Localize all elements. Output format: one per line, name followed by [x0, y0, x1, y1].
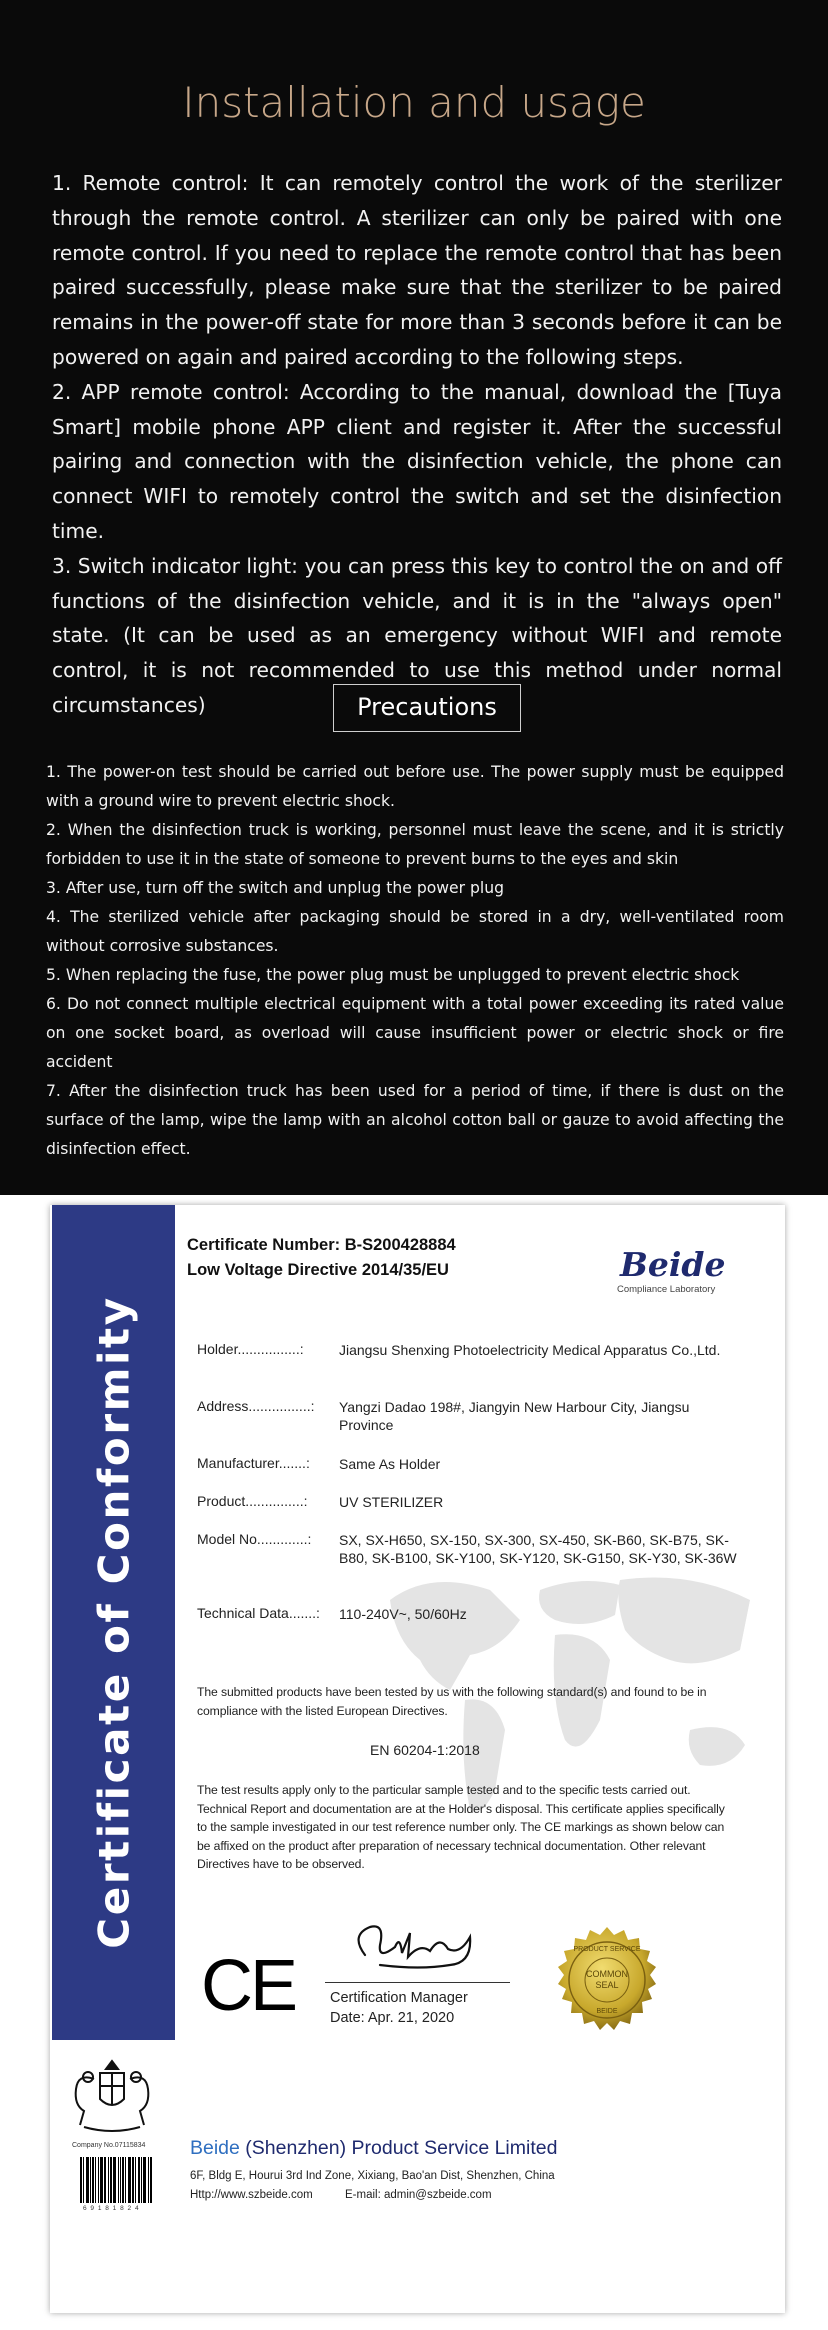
seal-center-line-1: COMMON	[586, 1969, 628, 1979]
barcode-digits: 6 9 1 8 1 8 2 4	[83, 2205, 140, 2212]
royal-coat-of-arms-icon	[64, 2055, 160, 2139]
field-holder	[197, 1341, 757, 1381]
certificate-side-title: Certificate of Conformity	[89, 1295, 139, 1949]
seal-bottom-text: BEIDE	[596, 2008, 618, 2015]
field-value: UV STERILIZER	[339, 1494, 444, 1510]
issuer-email[interactable]: E-mail: admin@szbeide.com	[345, 2189, 492, 2201]
usage-item-3: 3. Switch indicator light: you can press this key to control the on and off functions of the disinfection vehicle, and it is in the "always open" state. (It can be used as an emergency without WIFI and remote control, it is not recommended to use this method under normal circumstances)	[52, 553, 782, 717]
field-model-no	[197, 1531, 757, 1589]
beide-logo: Beide	[620, 1245, 726, 1284]
certificate-disclaimer: The test results apply only to the particular sample tested and to the specific tests carried out. Technical Report and documentation are at the Holder's disposal. This certificate applies specifically to the sample investigated in our test reference number only. The CE markings as shown below can be affixed on the product after preparation of necessary technical documentation. Other relevant Directives have to be observed.	[197, 1783, 725, 1871]
field-label: Holder................:	[197, 1341, 304, 1357]
field-technical-data	[197, 1605, 757, 1625]
issuer-brand: Beide	[190, 2137, 240, 2159]
usage-text	[52, 166, 782, 723]
certificate-date: Date: Apr. 21, 2020	[330, 2010, 455, 2026]
precaution-item: 5. When replacing the fuse, the power plug must be unplugged to prevent electric shock	[46, 966, 740, 984]
field-value: 110-240V~, 50/60Hz	[339, 1606, 467, 1622]
precautions-title: Precautions	[333, 684, 521, 732]
precaution-item: 2. When the disinfection truck is working, personnel must leave the scene, and it is strictly forbidden to use it in the state of someone to prevent burns to the eyes and skin	[46, 821, 784, 868]
field-label: Model No.............:	[197, 1531, 312, 1547]
signature	[340, 1915, 490, 1975]
field-label: Manufacturer.......:	[197, 1455, 310, 1471]
field-label: Address................:	[197, 1398, 315, 1414]
company-seal-icon	[542, 1925, 672, 2055]
seal-center-line-2: SEAL	[595, 1980, 619, 1990]
signer-title: Certification Manager	[330, 1990, 468, 2006]
certificate-number: Certificate Number: B-S200428884	[187, 1236, 456, 1254]
precautions-list	[46, 758, 784, 1164]
company-number: Company No.07115834	[72, 2142, 146, 2149]
seal-top-text: PRODUCT SERVICE	[573, 1946, 641, 1953]
certificate-directive: Low Voltage Directive 2014/35/EU	[187, 1261, 449, 1279]
precaution-item: 7. After the disinfection truck has been used for a period of time, if there is dust on the surface of the lamp, wipe the lamp with an alcohol cotton ball or gauze to avoid affecting the disinfection effect.	[46, 1082, 784, 1158]
compliance-statement: The submitted products have been tested by us with the following standard(s) and found to be in compliance with the listed European Directives.	[197, 1685, 707, 1718]
beide-logo-subtitle: Compliance Laboratory	[617, 1284, 716, 1295]
field-address	[197, 1398, 757, 1438]
field-product	[197, 1493, 757, 1513]
issuer-website[interactable]: Http://www.szbeide.com	[190, 2189, 313, 2201]
precaution-item: 4. The sterilized vehicle after packaging should be stored in a dry, well-ventilated room without corrosive substances.	[46, 908, 784, 955]
field-manufacturer	[197, 1455, 757, 1475]
test-standard: EN 60204-1:2018	[370, 1742, 480, 1758]
field-value: SX, SX-H650, SX-150, SX-300, SX-450, SK-B60, SK-B75, SK-B80, SK-B100, SK-Y100, SK-Y120, SK-G150, SK-Y30, SK-36W	[339, 1532, 737, 1566]
field-value: Same As Holder	[339, 1456, 441, 1472]
precaution-item: 1. The power-on test should be carried out before use. The power supply must be equipped with a ground wire to prevent electric shock.	[46, 763, 784, 810]
barcode	[80, 2157, 153, 2203]
usage-item-2: 2. APP remote control: According to the manual, download the [Tuya Smart] mobile phone APP client and register it. After the successful pairing and connection with the disinfection vehicle, the phone can connect WIFI to remotely control the switch and set the disinfection time.	[52, 379, 782, 543]
precaution-item: 3. After use, turn off the switch and unplug the power plug	[46, 879, 504, 897]
field-label: Technical Data.......:	[197, 1605, 320, 1621]
usage-item-1: 1. Remote control: It can remotely control the work of the sterilizer through the remote control. A sterilizer can only be paired with one remote control. If you need to replace the remote control that has been paired successfully, please make sure that the sterilizer to be paired remains in the power-off state for more than 3 seconds before it can be powered on again and paired according to the following steps.	[52, 171, 782, 369]
certificate	[50, 1205, 785, 2313]
field-label: Product...............:	[197, 1493, 308, 1509]
usage-title: Installation and usage	[182, 78, 646, 127]
issuer-address: 6F, Bldg E, Hourui 3rd Ind Zone, Xixiang, Bao'an Dist, Shenzhen, China	[190, 2170, 555, 2182]
precaution-item: 6. Do not connect multiple electrical equipment with a total power exceeding its rated value on one socket board, as overload will cause insufficient power or electric shock or fire accident	[46, 995, 784, 1071]
signature-line	[325, 1982, 510, 1983]
issuer-name-rest: (Shenzhen) Product Service Limited	[239, 2137, 558, 2159]
issuer-company-name	[190, 2137, 557, 2160]
ce-mark: CE	[201, 1946, 296, 2026]
certificate-side-band	[52, 1205, 175, 2040]
field-value: Jiangsu Shenxing Photoelectricity Medical Apparatus Co.,Ltd.	[339, 1342, 721, 1358]
field-value: Yangzi Dadao 198#, Jiangyin New Harbour City, Jiangsu Province	[339, 1399, 690, 1433]
